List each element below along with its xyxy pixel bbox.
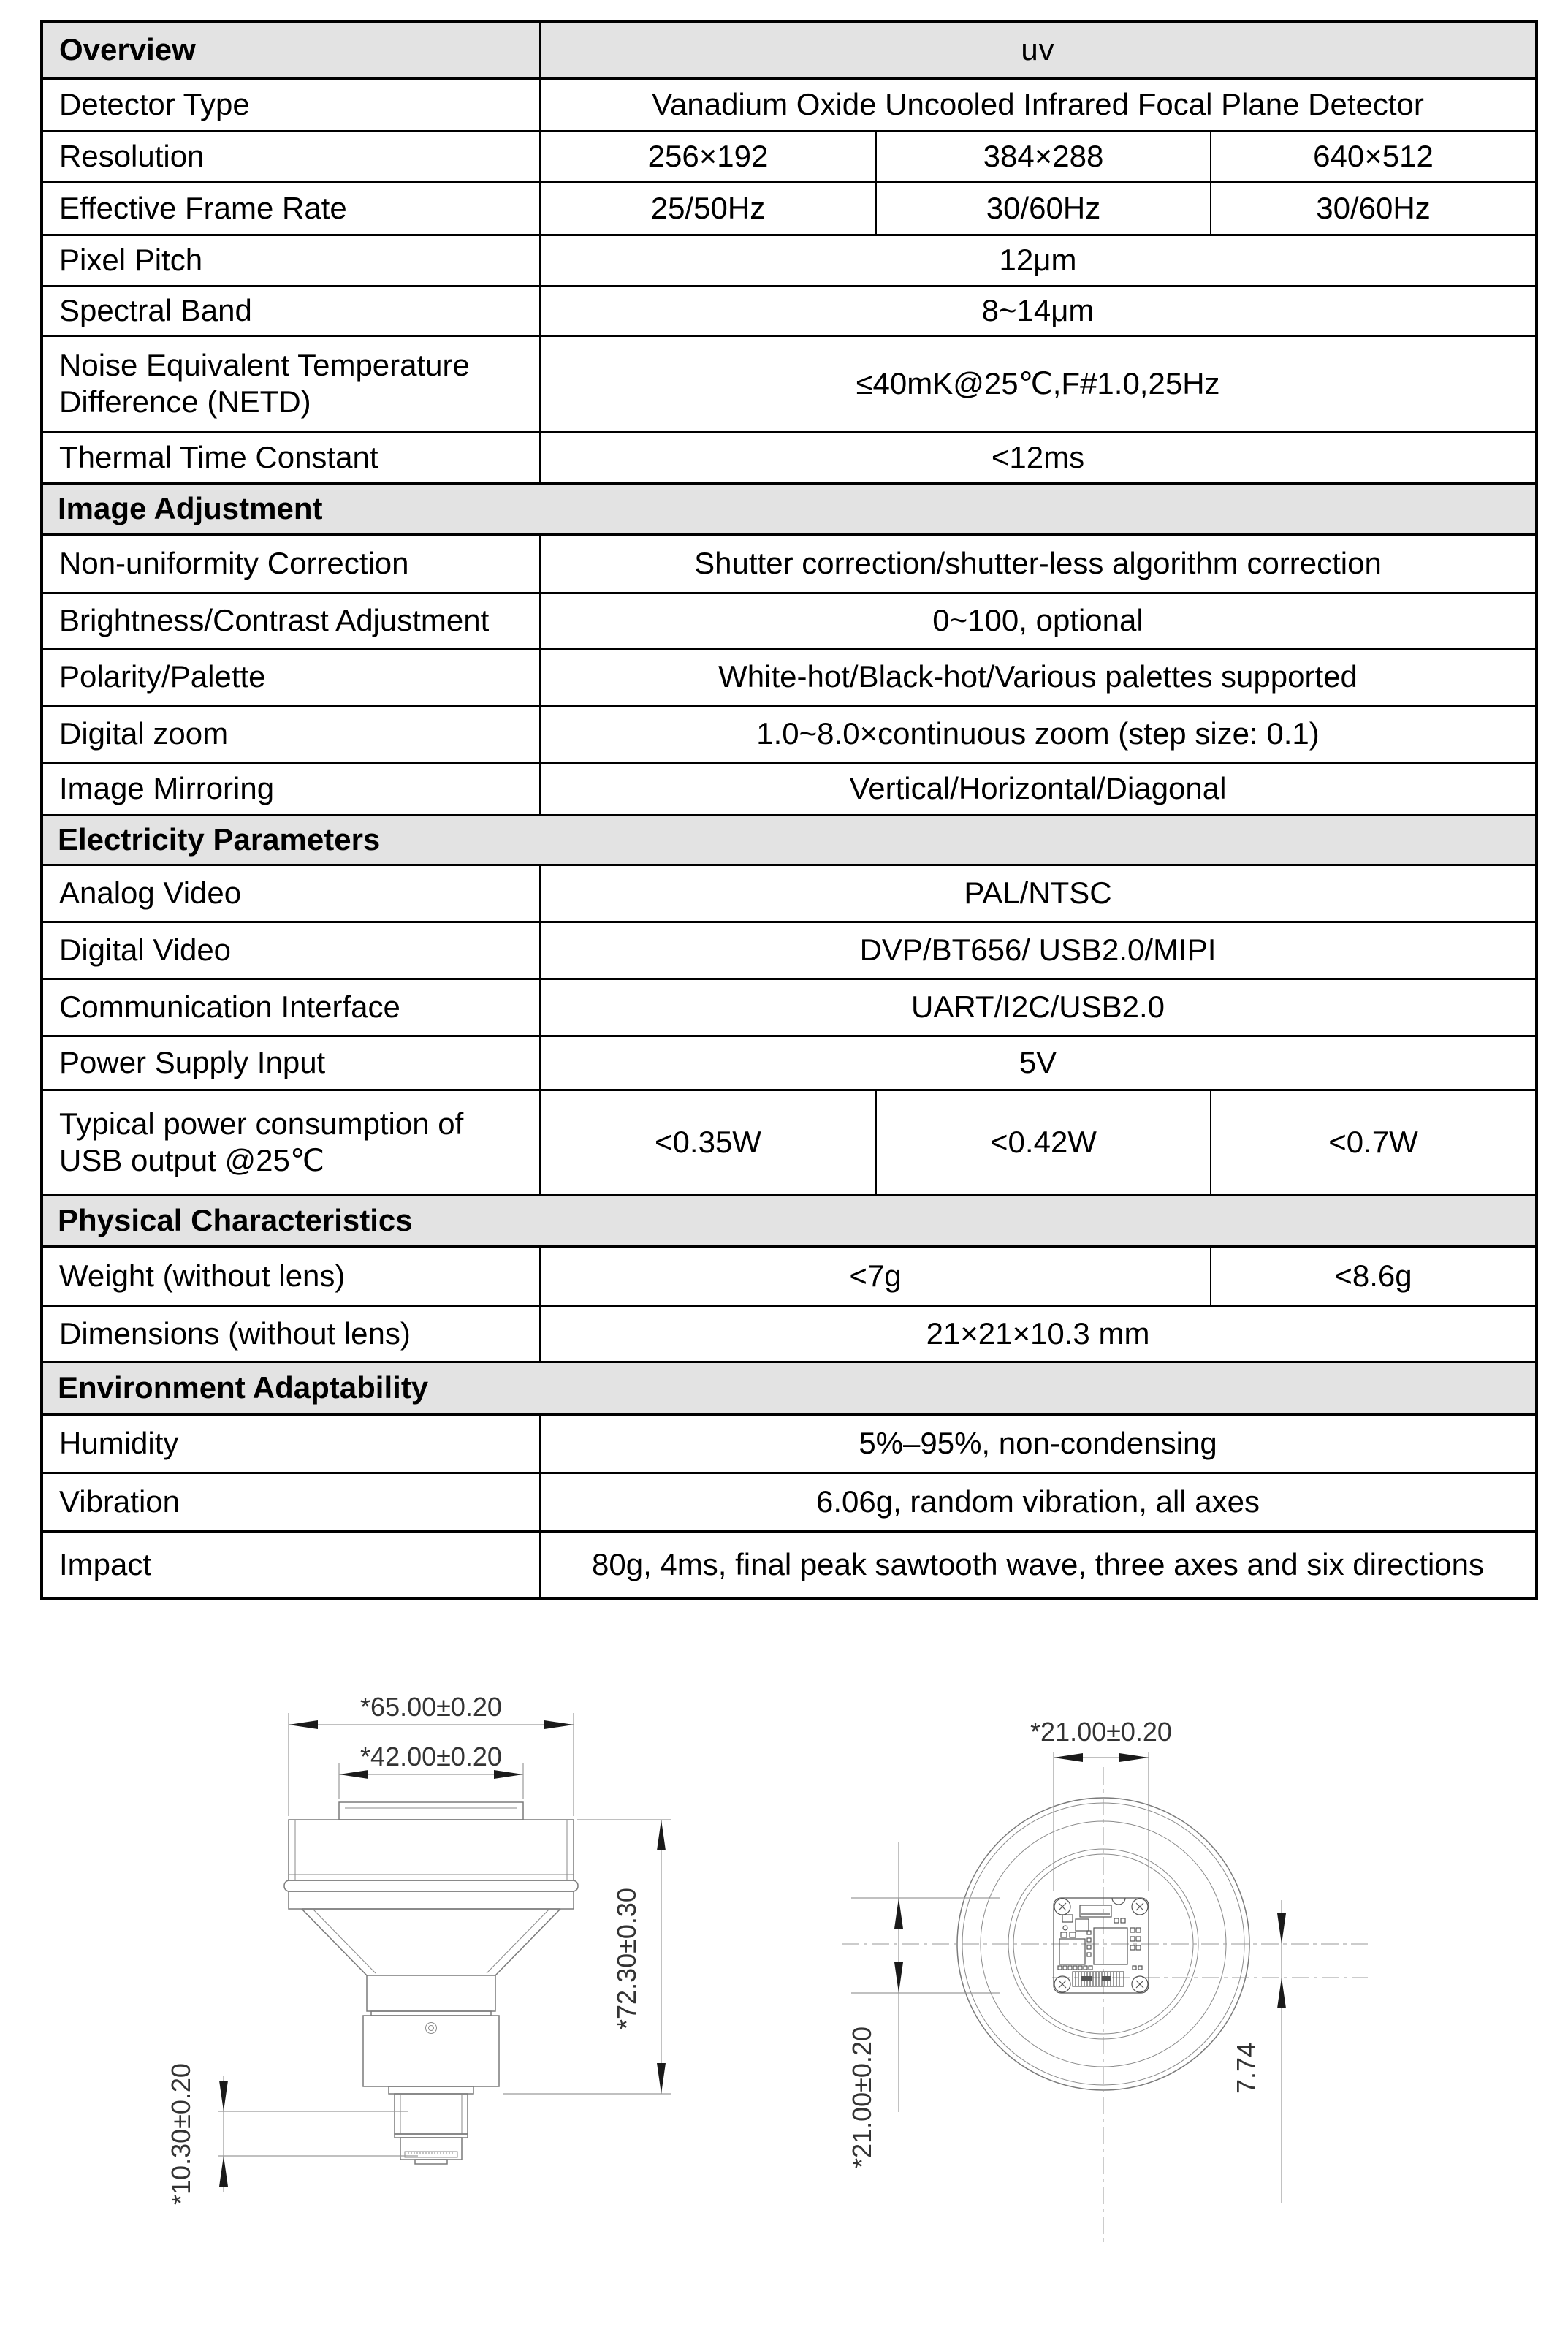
spec-row-impact — [42, 1531, 1537, 1598]
spec-row-dimensions — [42, 1306, 1537, 1362]
dim-height — [847, 1842, 1000, 2168]
spec-row-resolution — [42, 131, 1537, 182]
spec-row-frame-rate — [42, 182, 1537, 235]
screw-icon — [1054, 1976, 1070, 1992]
row-value: 30/60Hz — [876, 182, 1211, 235]
spec-row-digital-zoom — [42, 705, 1537, 762]
row-label: Brightness/Contrast Adjustment — [42, 593, 540, 648]
dim-width — [1030, 1717, 1172, 1891]
dim-outer-width-label: *65.00±0.20 — [360, 1692, 502, 1722]
centerlines — [842, 1767, 1368, 2244]
row-label: Polarity/Palette — [42, 648, 540, 705]
row-value: 30/60Hz — [1211, 182, 1537, 235]
row-value: Vanadium Oxide Uncooled Infrared Focal Plane Detector — [540, 78, 1537, 131]
spec-row-analog-video — [42, 865, 1537, 922]
board-connector — [1073, 1972, 1124, 1986]
section-title: Electricity Parameters — [42, 815, 1537, 865]
arrow-up-icon — [657, 1820, 666, 1850]
screw-icon — [1132, 1976, 1148, 1992]
row-value: <0.42W — [876, 1090, 1211, 1195]
row-label: Weight (without lens) — [42, 1246, 540, 1306]
row-label: Digital Video — [42, 922, 540, 979]
spec-row-brightness-contrast — [42, 593, 1537, 648]
spec-row-polarity-palette — [42, 648, 1537, 705]
row-label: Dimensions (without lens) — [42, 1306, 540, 1362]
arrow-down-icon — [657, 2063, 666, 2094]
arrow-down-icon — [894, 1962, 903, 1993]
row-label: Humidity — [42, 1414, 540, 1473]
row-value: White-hot/Black-hot/Various palettes supported — [540, 648, 1537, 705]
row-label: Image Mirroring — [42, 762, 540, 815]
arrow-right-icon — [1119, 1753, 1149, 1762]
row-label: Analog Video — [42, 865, 540, 922]
row-value: <12ms — [540, 432, 1537, 483]
row-value: DVP/BT656/ USB2.0/MIPI — [540, 922, 1537, 979]
dim-cap-width-label: *42.00±0.20 — [360, 1742, 502, 1772]
row-value: 640×512 — [1211, 131, 1537, 182]
side-view-drawing — [80, 1666, 738, 2339]
row-label: Spectral Band — [42, 286, 540, 335]
section-row-environment — [42, 1362, 1537, 1414]
arrow-up-icon — [894, 1898, 903, 1929]
row-label: Digital zoom — [42, 705, 540, 762]
screw-icon — [1132, 1899, 1148, 1915]
row-label: Non-uniformity Correction — [42, 534, 540, 593]
row-value: PAL/NTSC — [540, 865, 1537, 922]
row-value: 0~100, optional — [540, 593, 1537, 648]
row-label: Impact — [42, 1531, 540, 1598]
arrow-down-icon — [219, 2081, 228, 2111]
spec-row-power-consumption — [42, 1090, 1537, 1195]
section-title: Physical Characteristics — [42, 1195, 1537, 1246]
row-value: 12μm — [540, 235, 1537, 286]
row-value: Vertical/Horizontal/Diagonal — [540, 762, 1537, 815]
row-label: Resolution — [42, 131, 540, 182]
dim-height-label: *21.00±0.20 — [847, 2027, 877, 2168]
spec-row-weight — [42, 1246, 1537, 1306]
row-label: Noise Equivalent Temperature Difference (NETD) — [42, 335, 540, 432]
arrow-up-icon — [219, 2156, 228, 2187]
row-label: Effective Frame Rate — [42, 182, 540, 235]
spec-row-detector-type — [42, 78, 1537, 131]
row-label: Typical power consumption of USB output @25℃ — [42, 1090, 540, 1195]
section-title: Image Adjustment — [42, 483, 1537, 534]
back-view-drawing — [811, 1659, 1454, 2339]
dim-center-offset-label: 7.74 — [1231, 2042, 1261, 2095]
row-value: <0.35W — [540, 1090, 876, 1195]
row-value: 384×288 — [876, 131, 1211, 182]
dim-bottom-height — [166, 2063, 418, 2205]
spec-row-digital-video — [42, 922, 1537, 979]
row-value: Shutter correction/shutter-less algorithm correction — [540, 534, 1537, 593]
spec-row-thermal-time — [42, 432, 1537, 483]
row-label: Detector Type — [42, 78, 540, 131]
row-value: <7g — [540, 1246, 1211, 1306]
spec-row-communication — [42, 979, 1537, 1036]
arrow-up-icon — [1277, 1978, 1286, 2008]
row-label: Power Supply Input — [42, 1036, 540, 1090]
section-row-electricity — [42, 815, 1537, 865]
spec-row-vibration — [42, 1473, 1537, 1531]
arrow-down-icon — [1277, 1913, 1286, 1944]
dim-bottom-height-label: *10.30±0.20 — [166, 2063, 196, 2205]
dim-total-height-label: *72.30±0.30 — [612, 1888, 642, 2029]
dim-total-height — [503, 1820, 671, 2094]
spec-table — [40, 20, 1538, 1600]
row-value: 6.06g, random vibration, all axes — [540, 1473, 1537, 1531]
lens-side-body — [284, 1802, 578, 2164]
row-value: ≤40mK@25℃,F#1.0,25Hz — [540, 335, 1537, 432]
row-value: 1.0~8.0×continuous zoom (step size: 0.1) — [540, 705, 1537, 762]
spec-row-nuc — [42, 534, 1537, 593]
arrow-right-icon — [544, 1720, 574, 1729]
arrow-left-icon — [1054, 1753, 1083, 1762]
spec-row-spectral-band — [42, 286, 1537, 335]
row-value: 8~14μm — [540, 286, 1537, 335]
row-label: Vibration — [42, 1473, 540, 1531]
dim-width-label: *21.00±0.20 — [1030, 1717, 1172, 1747]
row-value: <0.7W — [1211, 1090, 1537, 1195]
row-value: UART/I2C/USB2.0 — [540, 979, 1537, 1036]
dim-center-offset — [1231, 1900, 1286, 2203]
row-value: 256×192 — [540, 131, 876, 182]
arrow-left-icon — [289, 1720, 318, 1729]
section-title-overview: Overview — [42, 21, 540, 78]
row-label: Pixel Pitch — [42, 235, 540, 286]
screw-icon — [1054, 1899, 1070, 1915]
spec-row-humidity — [42, 1414, 1537, 1473]
spec-row-image-mirroring — [42, 762, 1537, 815]
row-value: 5%–95%, non-condensing — [540, 1414, 1537, 1473]
column-header-uv: uv — [540, 21, 1537, 78]
section-title: Environment Adaptability — [42, 1362, 1537, 1414]
row-value: 5V — [540, 1036, 1537, 1090]
table-header-row — [42, 21, 1537, 78]
row-value: <8.6g — [1211, 1246, 1537, 1306]
section-row-physical — [42, 1195, 1537, 1246]
dim-cap-width — [339, 1742, 523, 1799]
spec-row-pixel-pitch — [42, 235, 1537, 286]
row-value: 21×21×10.3 mm — [540, 1306, 1537, 1362]
row-value: 80g, 4ms, final peak sawtooth wave, three axes and six directions — [540, 1531, 1537, 1598]
section-row-image-adjustment — [42, 483, 1537, 534]
spec-row-netd — [42, 335, 1537, 432]
spec-row-power-supply — [42, 1036, 1537, 1090]
row-label: Communication Interface — [42, 979, 540, 1036]
row-label: Thermal Time Constant — [42, 432, 540, 483]
sensor-pcb — [1054, 1898, 1149, 1993]
row-value: 25/50Hz — [540, 182, 876, 235]
